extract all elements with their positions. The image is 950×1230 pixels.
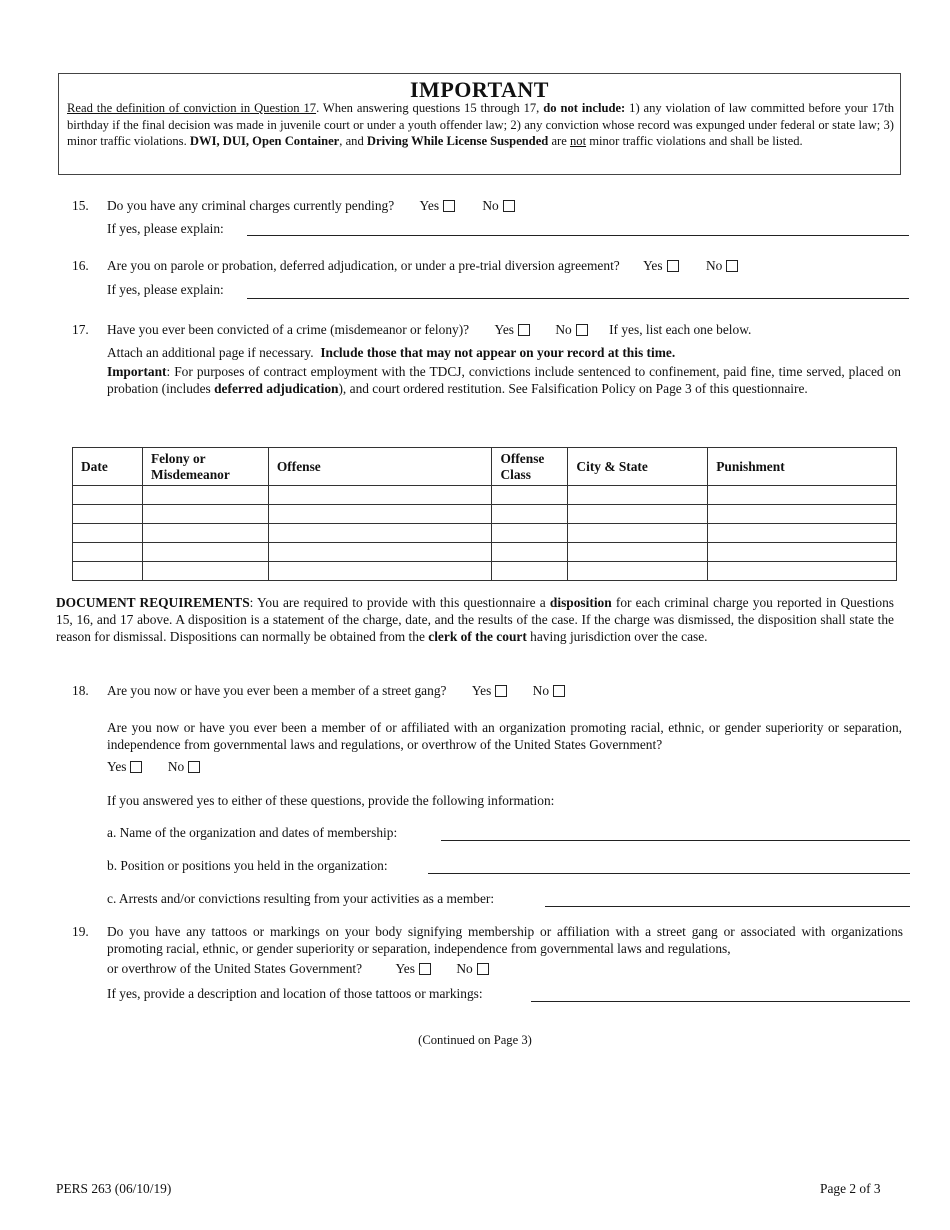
q19-no-checkbox[interactable] xyxy=(477,963,489,975)
q19-question-end: or overthrow of the United States Government? Yes No xyxy=(107,960,489,977)
table-row xyxy=(73,562,897,581)
header-date: Date xyxy=(73,448,143,486)
table-cell[interactable] xyxy=(73,562,143,581)
q15-yes-checkbox[interactable] xyxy=(443,200,455,212)
table-cell[interactable] xyxy=(268,524,492,543)
q18-organization-options: Yes No xyxy=(107,758,200,775)
q18-org-no-checkbox[interactable] xyxy=(188,761,200,773)
continued-note: (Continued on Page 3) xyxy=(418,1033,532,1047)
table-cell[interactable] xyxy=(268,562,492,581)
q16-explain-label: If yes, please explain: xyxy=(107,282,224,297)
q18a-label: a. Name of the organization and dates of membership: xyxy=(107,825,398,840)
q17-yes-checkbox[interactable] xyxy=(518,324,530,336)
table-header-row xyxy=(73,448,897,486)
table-cell[interactable] xyxy=(708,486,897,505)
header-punishment: Punishment xyxy=(708,448,897,486)
q19-question: Do you have any tattoos or markings on your body signifying membership or affiliation with a street gang or associated with organizations promoting racial, ethnic, or gender superiority or separation, independence from governmental laws and regulations, xyxy=(107,924,903,957)
table-cell[interactable] xyxy=(492,562,568,581)
convictions-table xyxy=(72,447,897,581)
table-cell[interactable] xyxy=(73,543,143,562)
q18a-organization-field[interactable] xyxy=(441,840,910,841)
table-cell[interactable] xyxy=(268,543,492,562)
table-cell[interactable] xyxy=(73,505,143,524)
table-cell[interactable] xyxy=(708,562,897,581)
table-cell[interactable] xyxy=(268,486,492,505)
table-cell[interactable] xyxy=(73,486,143,505)
q18-organization-question: Are you now or have you ever been a member of or affiliated with an organization promoting racial, ethnic, or gender superiority or separation, independence from governmental laws and regulations, or overthrow of the United States Government? xyxy=(107,720,902,753)
important-notice-box xyxy=(58,73,901,175)
table-cell[interactable] xyxy=(568,562,708,581)
table-cell[interactable] xyxy=(142,505,268,524)
table-cell[interactable] xyxy=(142,524,268,543)
q18-gang-no-checkbox[interactable] xyxy=(553,685,565,697)
table-cell[interactable] xyxy=(708,524,897,543)
page-number: Page 2 of 3 xyxy=(820,1181,881,1196)
document-requirements: DOCUMENT REQUIREMENTS: You are required to provide with this questionnaire a disposition for each criminal charge you reported in Questions 15, 16, and 17 above. A disposition is a statement of the charge, date, and the results of the case. If the charge was dismissed, the disposition shall state the reason for dismissal. Dispositions can normally be obtained from the clerk of the court having jurisdiction over the case. xyxy=(56,595,894,645)
q18b-label: b. Position or positions you held in the organization: xyxy=(107,858,388,873)
table-cell[interactable] xyxy=(492,486,568,505)
q18b-position-field[interactable] xyxy=(428,873,910,874)
table-cell[interactable] xyxy=(568,524,708,543)
q17-important-note: Important: For purposes of contract employment with the TDCJ, convictions include sentenced to confinement, paid fine, time served, placed on probation (includes deferred adjudication), and court ordered restitution. See Falsification Policy on Page 3 of this questionnaire. xyxy=(107,364,901,397)
table-cell[interactable] xyxy=(568,486,708,505)
table-cell[interactable] xyxy=(492,524,568,543)
convictions-table-body xyxy=(73,486,897,581)
header-offense: Offense xyxy=(268,448,492,486)
q18-gang-yes-checkbox[interactable] xyxy=(495,685,507,697)
q19-describe-label: If yes, provide a description and location of those tattoos or markings: xyxy=(107,986,483,1001)
q18c-arrests-field[interactable] xyxy=(545,906,910,907)
q16-no-checkbox[interactable] xyxy=(726,260,738,272)
q16-number: 16. xyxy=(72,258,89,273)
q19-number: 19. xyxy=(72,924,89,939)
table-cell[interactable] xyxy=(142,543,268,562)
q16-question: Are you on parole or probation, deferred adjudication, or under a pre-trial diversion agreement? Yes No xyxy=(107,257,738,274)
q15-explain-field[interactable] xyxy=(247,235,909,236)
q17-question: Have you ever been convicted of a crime (misdemeanor or felony)? Yes No If yes, list each one below. xyxy=(107,322,752,337)
table-row xyxy=(73,543,897,562)
q19-description-field[interactable] xyxy=(531,1001,910,1002)
header-offense-class: Offense Class xyxy=(492,448,568,486)
table-row xyxy=(73,524,897,543)
table-row xyxy=(73,486,897,505)
q18-number: 18. xyxy=(72,683,89,698)
q18-if-yes-instructions: If you answered yes to either of these questions, provide the following information: xyxy=(107,793,555,808)
q18-question: Are you now or have you ever been a member of a street gang? Yes No xyxy=(107,682,565,699)
q16-yes-checkbox[interactable] xyxy=(667,260,679,272)
table-cell[interactable] xyxy=(142,486,268,505)
table-cell[interactable] xyxy=(142,562,268,581)
q19-yes-checkbox[interactable] xyxy=(419,963,431,975)
table-cell[interactable] xyxy=(492,543,568,562)
form-id: PERS 263 (06/10/19) xyxy=(56,1181,172,1196)
table-cell[interactable] xyxy=(568,543,708,562)
important-text: Read the definition of conviction in Question 17. When answering questions 15 through 17, do not include: 1) any violation of law committed before your 17th birthday if the final decision was made in juvenile court or under a youth offender law; 2) any conviction whose record was expunged under federal or state law; 3) minor traffic violations. DWI, DUI, Open Container, and Driving While License Suspended are not minor traffic violations and shall be listed. xyxy=(67,101,894,149)
q15-number: 15. xyxy=(72,198,89,213)
table-cell[interactable] xyxy=(708,543,897,562)
q18c-label: c. Arrests and/or convictions resulting from your activities as a member: xyxy=(107,891,495,906)
header-city-state: City & State xyxy=(568,448,708,486)
table-cell[interactable] xyxy=(73,524,143,543)
table-cell[interactable] xyxy=(492,505,568,524)
table-cell[interactable] xyxy=(708,505,897,524)
q17-number: 17. xyxy=(72,322,89,337)
important-title: IMPORTANT xyxy=(410,77,549,102)
q15-question: Do you have any criminal charges currently pending? Yes No xyxy=(107,197,515,214)
q16-explain-field[interactable] xyxy=(247,298,909,299)
header-felony-or-misdemeanor: Felony or Misdemeanor xyxy=(142,448,268,486)
q17-attach-note: Attach an additional page if necessary. Include those that may not appear on your record at this time. xyxy=(107,345,676,360)
q15-explain-label: If yes, please explain: xyxy=(107,221,224,236)
table-cell[interactable] xyxy=(268,505,492,524)
q18-org-yes-checkbox[interactable] xyxy=(130,761,142,773)
q17-no-checkbox[interactable] xyxy=(576,324,588,336)
table-cell[interactable] xyxy=(568,505,708,524)
table-row xyxy=(73,505,897,524)
q15-no-checkbox[interactable] xyxy=(503,200,515,212)
